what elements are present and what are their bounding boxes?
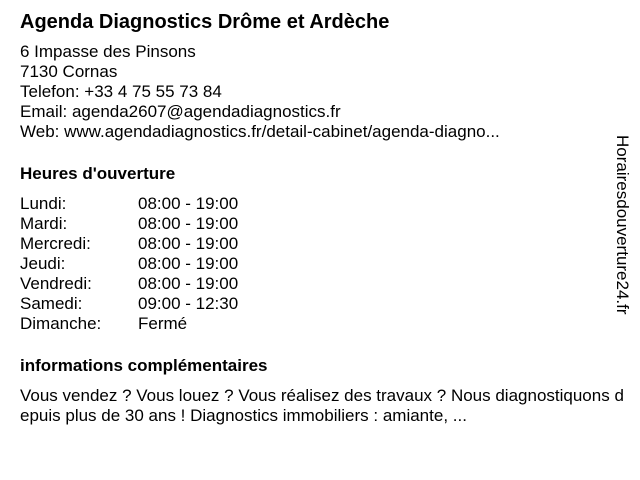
email-line: Email: agenda2607@agendadiagnostics.fr — [20, 102, 341, 121]
hours-row-friday — [20, 274, 610, 294]
time-value: 08:00 - 19:00 — [138, 234, 239, 253]
hours-row-tuesday — [20, 214, 610, 234]
hours-row-sunday — [20, 314, 610, 334]
day-label: Mercredi: — [20, 234, 91, 253]
time-value: 08:00 - 19:00 — [138, 214, 239, 233]
time-value: Fermé — [138, 314, 188, 333]
time-value: 08:00 - 19:00 — [138, 194, 239, 213]
day-label: Lundi: — [20, 194, 67, 213]
hours-row-monday — [20, 194, 610, 214]
time-value: 08:00 - 19:00 — [138, 254, 239, 273]
hours-row-thursday — [20, 254, 610, 274]
hours-heading: Heures d'ouverture — [20, 164, 176, 183]
business-title: Agenda Diagnostics Drôme et Ardèche — [20, 11, 390, 33]
info-text: Vous vendez ? Vous louez ? Vous réalisez des travaux ? Nous diagnostiquons depuis plus de 30 ans ! Diagnostics immobiliers : amiante, ... — [20, 386, 624, 425]
time-value: 09:00 - 12:30 — [138, 294, 239, 313]
phone-line: Telefon: +33 4 75 55 73 84 — [20, 82, 222, 101]
brand-watermark-text: Horairesdouverture24.fr — [613, 135, 632, 315]
address-line-2: 7130 Cornas — [20, 62, 118, 81]
web-line: Web: www.agendadiagnostics.fr/detail-cabinet/agenda-diagno... — [20, 122, 500, 141]
info-heading: informations complémentaires — [20, 356, 268, 375]
hours-table — [20, 194, 610, 334]
time-value: 08:00 - 19:00 — [138, 274, 239, 293]
address-line-1: 6 Impasse des Pinsons — [20, 42, 196, 61]
hours-row-saturday — [20, 294, 610, 314]
day-label: Samedi: — [20, 294, 83, 313]
day-label: Jeudi: — [20, 254, 66, 273]
day-label: Mardi: — [20, 214, 68, 233]
hours-row-wednesday — [20, 234, 610, 254]
day-label: Vendredi: — [20, 274, 92, 293]
day-label: Dimanche: — [20, 314, 102, 333]
